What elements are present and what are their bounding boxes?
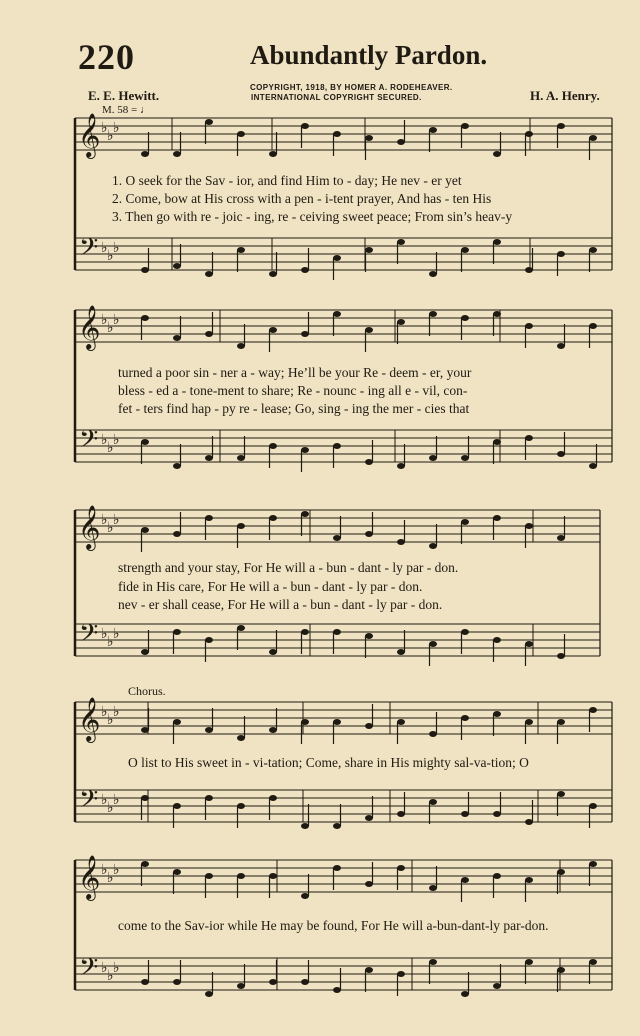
flat-icon: ♭ <box>107 712 114 728</box>
notehead <box>397 971 405 977</box>
notehead <box>365 247 373 253</box>
notehead <box>429 885 437 891</box>
bass-clef-icon: 𝄢 <box>79 953 99 988</box>
notehead <box>365 881 373 887</box>
flat-icon: ♭ <box>113 704 120 720</box>
flat-icon: ♭ <box>113 432 120 448</box>
notehead <box>589 247 597 253</box>
lyric-line: come to the Sav-ior while He may be found, For He will a-bun-dant-ly par-don. <box>118 918 549 933</box>
notehead <box>333 131 341 137</box>
flat-icon: ♭ <box>101 704 108 720</box>
flat-icon: ♭ <box>101 120 108 136</box>
notehead <box>461 315 469 321</box>
notehead <box>397 649 405 655</box>
notehead <box>173 979 181 985</box>
notehead <box>141 527 149 533</box>
flat-icon: ♭ <box>107 520 114 536</box>
lyric-line: bless - ed a - tone-ment to share; Re - nounc - ing all e - vil, con- <box>118 383 468 398</box>
flat-icon: ♭ <box>101 240 108 256</box>
notehead <box>397 811 405 817</box>
flat-icon: ♭ <box>101 960 108 976</box>
flat-icon: ♭ <box>101 626 108 642</box>
notehead <box>205 795 213 801</box>
notehead <box>333 629 341 635</box>
notehead <box>141 151 149 157</box>
flat-icon: ♭ <box>107 248 114 264</box>
notehead <box>365 327 373 333</box>
bass-clef-icon: 𝄢 <box>79 425 99 460</box>
notehead <box>429 127 437 133</box>
notehead <box>461 877 469 883</box>
notehead <box>269 327 277 333</box>
notehead <box>493 439 501 445</box>
notehead <box>429 731 437 737</box>
notehead <box>557 451 565 457</box>
notehead <box>205 873 213 879</box>
notehead <box>301 893 309 899</box>
notehead <box>173 531 181 537</box>
flat-icon: ♭ <box>113 960 120 976</box>
flat-icon: ♭ <box>107 870 114 886</box>
treble-clef-icon: 𝄞 <box>78 113 101 157</box>
notehead <box>141 267 149 273</box>
notehead <box>589 135 597 141</box>
notehead <box>365 531 373 537</box>
notehead <box>173 869 181 875</box>
notehead <box>461 519 469 525</box>
notehead <box>493 711 501 717</box>
notehead <box>461 455 469 461</box>
notehead <box>589 463 597 469</box>
notehead <box>205 455 213 461</box>
flat-icon: ♭ <box>107 128 114 144</box>
notehead <box>237 131 245 137</box>
notehead <box>557 791 565 797</box>
notehead <box>333 443 341 449</box>
notehead <box>205 637 213 643</box>
notehead <box>429 959 437 965</box>
hymn-title: Abundantly Pardon. <box>250 40 488 70</box>
notehead <box>557 869 565 875</box>
flat-icon: ♭ <box>107 440 114 456</box>
notehead <box>205 271 213 277</box>
notehead <box>173 719 181 725</box>
notehead <box>461 123 469 129</box>
notehead <box>333 823 341 829</box>
copyright-line-1: COPYRIGHT, 1918, BY HOMER A. RODEHEAVER. <box>250 83 453 92</box>
notehead <box>429 271 437 277</box>
composer: H. A. Henry. <box>530 88 600 103</box>
notehead <box>493 311 501 317</box>
chorus-label: Chorus. <box>128 684 166 698</box>
notehead <box>557 967 565 973</box>
notehead <box>493 239 501 245</box>
notehead <box>557 653 565 659</box>
flat-icon: ♭ <box>101 512 108 528</box>
notehead <box>461 811 469 817</box>
lyric-line: 1. O seek for the Sav - ior, and find Him to - day; He nev - er yet <box>112 173 462 188</box>
notehead <box>301 267 309 273</box>
bass-clef-icon: 𝄢 <box>79 785 99 820</box>
flat-icon: ♭ <box>101 312 108 328</box>
notehead <box>461 629 469 635</box>
notehead <box>397 139 405 145</box>
notehead <box>493 983 501 989</box>
notehead <box>557 251 565 257</box>
notehead <box>301 823 309 829</box>
notehead <box>525 641 533 647</box>
notehead <box>237 455 245 461</box>
notehead <box>589 803 597 809</box>
notehead <box>525 719 533 725</box>
lyric-line: turned a poor sin - ner a - way; He’ll be your Re - deem - er, your <box>118 365 472 380</box>
flat-icon: ♭ <box>113 240 120 256</box>
lyric-line: 2. Come, bow at His cross with a pen - i-tent prayer, And has - ten His <box>112 191 492 206</box>
notehead <box>397 539 405 545</box>
treble-clef-icon: 𝄞 <box>78 697 101 741</box>
notehead <box>237 983 245 989</box>
lyric-line: 3. Then go with re - joic - ing, re - ceiving sweet peace; From sin’s heav-y <box>112 209 513 224</box>
notehead <box>173 803 181 809</box>
notehead <box>269 979 277 985</box>
notehead <box>589 861 597 867</box>
author: E. E. Hewitt. <box>88 88 160 103</box>
notehead <box>141 861 149 867</box>
notehead <box>525 323 533 329</box>
flat-icon: ♭ <box>113 626 120 642</box>
notehead <box>525 877 533 883</box>
flat-icon: ♭ <box>101 862 108 878</box>
notehead <box>141 649 149 655</box>
notehead <box>557 535 565 541</box>
notehead <box>301 719 309 725</box>
notehead <box>365 723 373 729</box>
notehead <box>301 979 309 985</box>
notehead <box>557 719 565 725</box>
notehead <box>301 123 309 129</box>
notehead <box>141 979 149 985</box>
notehead <box>301 331 309 337</box>
notehead <box>301 511 309 517</box>
lyric-line: O list to His sweet in - vi-tation; Come, share in His mighty sal-va-tion; O <box>128 755 529 770</box>
notehead <box>397 239 405 245</box>
treble-clef-icon: 𝄞 <box>78 305 101 349</box>
notehead <box>141 795 149 801</box>
notehead <box>397 463 405 469</box>
notehead <box>429 311 437 317</box>
notehead <box>493 637 501 643</box>
notehead <box>557 343 565 349</box>
notehead <box>237 873 245 879</box>
notehead <box>173 263 181 269</box>
notehead <box>237 735 245 741</box>
notehead <box>141 727 149 733</box>
flat-icon: ♭ <box>113 792 120 808</box>
notehead <box>525 523 533 529</box>
lyric-line: fide in His care, For He will a - bun - dant - ly par - don. <box>118 579 423 594</box>
notehead <box>173 463 181 469</box>
flat-icon: ♭ <box>113 512 120 528</box>
notehead <box>365 633 373 639</box>
bass-clef-icon: 𝄢 <box>79 619 99 654</box>
notehead <box>525 267 533 273</box>
notehead <box>429 641 437 647</box>
notehead <box>173 629 181 635</box>
notehead <box>461 247 469 253</box>
treble-clef-icon: 𝄞 <box>78 505 101 549</box>
notehead <box>269 443 277 449</box>
copyright-line-2: INTERNATIONAL COPYRIGHT SECURED. <box>251 93 422 102</box>
notehead <box>429 455 437 461</box>
notehead <box>365 815 373 821</box>
notehead <box>365 135 373 141</box>
lyric-line: fet - ters find hap - py re - lease; Go, sing - ing the mer - cies that <box>118 401 470 416</box>
notehead <box>525 819 533 825</box>
notehead <box>333 311 341 317</box>
notehead <box>237 247 245 253</box>
notehead <box>461 991 469 997</box>
notehead <box>301 629 309 635</box>
notehead <box>269 649 277 655</box>
notehead <box>397 719 405 725</box>
notehead <box>237 523 245 529</box>
flat-icon: ♭ <box>107 634 114 650</box>
notehead <box>173 151 181 157</box>
notehead <box>269 515 277 521</box>
notehead <box>333 719 341 725</box>
notehead <box>525 959 533 965</box>
flat-icon: ♭ <box>113 120 120 136</box>
notehead <box>269 727 277 733</box>
notehead <box>173 335 181 341</box>
flat-icon: ♭ <box>113 862 120 878</box>
notehead <box>589 959 597 965</box>
notehead <box>269 271 277 277</box>
lyric-line: strength and your stay, For He will a - bun - dant - ly par - don. <box>118 560 459 575</box>
notehead <box>333 255 341 261</box>
notehead <box>589 323 597 329</box>
flat-icon: ♭ <box>107 320 114 336</box>
notehead <box>557 123 565 129</box>
notehead <box>365 459 373 465</box>
notehead <box>205 727 213 733</box>
notehead <box>365 967 373 973</box>
notehead <box>429 543 437 549</box>
notehead <box>237 625 245 631</box>
notehead <box>333 865 341 871</box>
notehead <box>205 119 213 125</box>
treble-clef-icon: 𝄞 <box>78 855 101 899</box>
notehead <box>333 987 341 993</box>
lyric-line: nev - er shall cease, For He will a - bun - dant - ly par - don. <box>118 597 443 612</box>
notehead <box>301 447 309 453</box>
notehead <box>525 131 533 137</box>
notehead <box>397 865 405 871</box>
flat-icon: ♭ <box>107 800 114 816</box>
notehead <box>205 331 213 337</box>
notehead <box>429 799 437 805</box>
flat-icon: ♭ <box>101 432 108 448</box>
notehead <box>141 439 149 445</box>
notehead <box>525 435 533 441</box>
tempo-text: M. 58 = <box>102 104 140 116</box>
notehead <box>493 151 501 157</box>
notehead <box>237 343 245 349</box>
notehead <box>493 873 501 879</box>
flat-icon: ♭ <box>113 312 120 328</box>
notehead <box>141 315 149 321</box>
notehead <box>237 803 245 809</box>
notehead <box>269 151 277 157</box>
notehead <box>205 515 213 521</box>
notehead <box>397 319 405 325</box>
notehead <box>493 811 501 817</box>
bass-clef-icon: 𝄢 <box>79 233 99 268</box>
notehead <box>269 795 277 801</box>
notehead <box>333 535 341 541</box>
notehead <box>589 707 597 713</box>
flat-icon: ♭ <box>107 968 114 984</box>
flat-icon: ♭ <box>101 792 108 808</box>
notehead <box>205 991 213 997</box>
hymn-number: 220 <box>78 37 135 77</box>
notehead <box>493 515 501 521</box>
notehead <box>461 715 469 721</box>
notehead <box>269 873 277 879</box>
quarter-note-icon: ♩ <box>139 104 151 116</box>
